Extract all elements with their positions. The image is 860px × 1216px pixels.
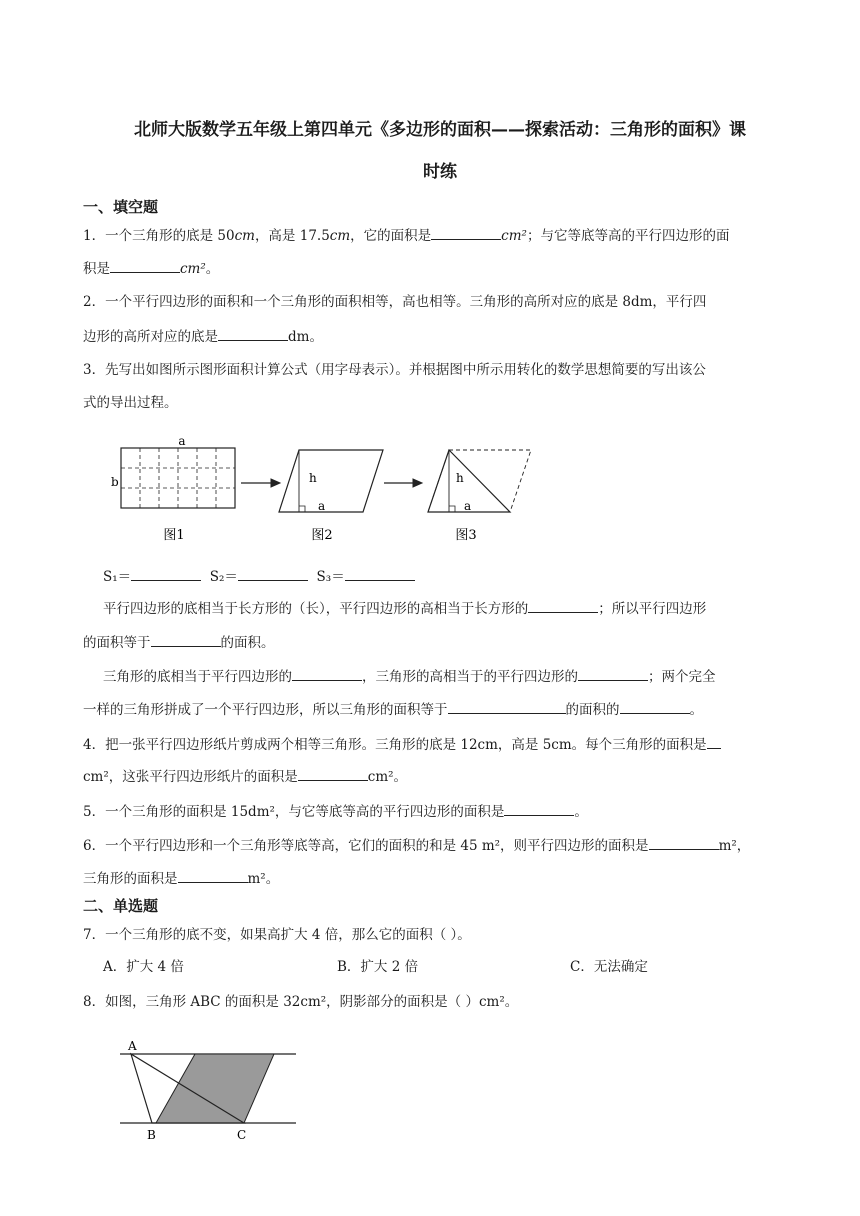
answer-blank xyxy=(448,698,566,714)
question-2-line2: 边形的高所对应的底是 dm。 xyxy=(83,325,813,347)
answer-blank xyxy=(345,565,415,581)
label-B: B xyxy=(147,1128,156,1142)
q8-figure xyxy=(110,1035,310,1145)
question-3-para2-line1: 三角形的底相当于平行四边形的 ，三角形的高相当于的平行四边形的 ；两个完全 xyxy=(103,665,833,687)
question-7-option-c[interactable]: C．无法确定 xyxy=(570,959,648,975)
doc-title-line1: 北师大版数学五年级上第四单元《多边形的面积——探索活动：三角形的面积》课 xyxy=(134,120,746,140)
answer-blank xyxy=(238,565,308,581)
answer-blank xyxy=(151,631,221,647)
fig1-caption: 图1 xyxy=(163,528,185,543)
question-5: 5．一个三角形的面积是 15dm²，与它等底等高的平行四边形的面积是 。 xyxy=(83,800,813,822)
question-3-line2: 式的导出过程。 xyxy=(83,395,178,411)
section-fill-in-heading: 一、填空题 xyxy=(83,198,159,216)
answer-blank xyxy=(292,665,362,681)
label-A: A xyxy=(128,1039,137,1053)
answer-blank xyxy=(504,800,574,816)
fig2-label-h: h xyxy=(309,471,317,485)
q3-figure xyxy=(100,432,550,547)
label-C: C xyxy=(237,1128,247,1142)
question-3-para1-line2: 的面积等于 的面积。 xyxy=(83,631,813,653)
question-3-line1: 3．先写出如图所示图形面积计算公式（用字母表示）。并根据图中所示用转化的数学思想简要的写出该公 xyxy=(83,362,706,378)
answer-blank xyxy=(707,733,721,749)
question-2-line1: 2．一个平行四边形的面积和一个三角形的面积相等，高也相等。三角形的高所对应的底是 8dm，平行四 xyxy=(83,294,707,310)
question-1-line2: 积是 cm²。 xyxy=(83,257,813,279)
question-4-line1: 4．把一张平行四边形纸片剪成两个相等三角形。三角形的底是 12cm，高是 5cm。每个三角形的面积是 xyxy=(83,733,813,755)
figure2-parallelogram xyxy=(279,450,383,512)
question-7-option-b[interactable]: B．扩大 2 倍 xyxy=(337,959,419,975)
answer-blank xyxy=(578,665,648,681)
answer-blank xyxy=(620,698,690,714)
fig1-label-a: a xyxy=(178,434,186,448)
fig1-label-b: b xyxy=(111,475,119,489)
answer-blank xyxy=(528,597,598,613)
arrow-right-icon xyxy=(241,479,280,487)
answer-blank xyxy=(431,224,501,240)
question-7-stem: 7．一个三角形的底不变，如果高扩大 4 倍，那么它的面积（ ）。 xyxy=(83,927,471,943)
fig2-label-a: a xyxy=(318,499,326,513)
figure3-triangles xyxy=(428,450,531,512)
section-single-choice-heading: 二、单选题 xyxy=(83,897,159,915)
answer-blank xyxy=(110,257,180,273)
doc-title-line2: 时练 xyxy=(423,162,457,182)
question-8-stem: 8．如图，三角形 ABC 的面积是 32cm²，阴影部分的面积是（ ）cm²。 xyxy=(83,994,519,1010)
shaded-parallelogram xyxy=(156,1054,274,1123)
fig2-caption: 图2 xyxy=(311,528,333,543)
question-3-formulas: S₁＝ S₂＝ S₃＝ xyxy=(103,565,833,587)
fig3-label-a: a xyxy=(464,499,472,513)
question-4-line2: cm²，这张平行四边形纸片的面积是 cm²。 xyxy=(83,765,813,787)
arrow-right-icon xyxy=(384,479,422,487)
answer-blank xyxy=(131,565,201,581)
question-1-line1: 1．一个三角形的底是 50cm，高是 17.5cm，它的面积是 cm²；与它等底等高的平行四边形的面 xyxy=(83,224,813,246)
question-6-line1: 6．一个平行四边形和一个三角形等底等高，它们的面积的和是 45 m²，则平行四边形的面积是 m²， xyxy=(83,834,813,856)
question-6-line2: 三角形的面积是 m²。 xyxy=(83,867,813,889)
question-3-para2-line2: 一样的三角形拼成了一个平行四边形，所以三角形的面积等于 的面积的 。 xyxy=(83,698,813,720)
fig3-caption: 图3 xyxy=(455,528,477,543)
question-3-para1-line1: 平行四边形的底相当于长方形的（长），平行四边形的高相当于长方形的 ；所以平行四边形 xyxy=(103,597,833,619)
answer-blank xyxy=(298,765,368,781)
answer-blank xyxy=(649,834,719,850)
question-7-option-a[interactable]: A．扩大 4 倍 xyxy=(103,959,184,975)
answer-blank xyxy=(218,325,288,341)
answer-blank xyxy=(178,867,248,883)
figure1-rectangle xyxy=(121,448,235,508)
fig3-label-h: h xyxy=(456,471,464,485)
